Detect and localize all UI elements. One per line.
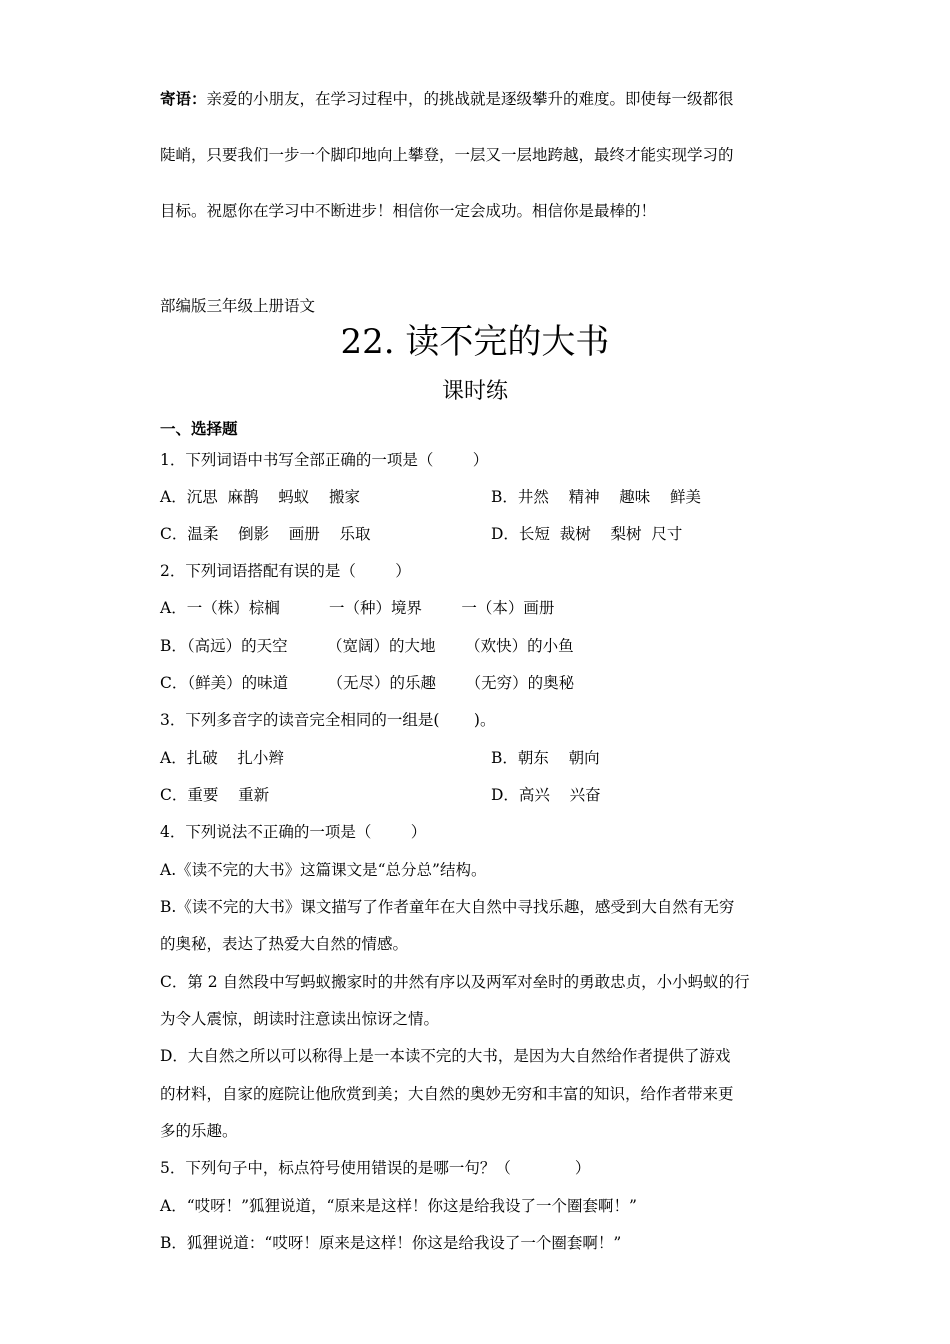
greeting-line-3: 目标。祝愿你在学习中不断进步！相信你一定会成功。相信你是最棒的！ <box>160 202 657 220</box>
q2-stem: 2．下列词语搭配有误的是（ ） <box>160 562 411 580</box>
q3-stem: 3．下列多音字的读音完全相同的一组是( )。 <box>160 711 496 729</box>
page-title: 22. 读不完的大书 <box>340 322 610 362</box>
q4-option-a: A.《读不完的大书》这篇课文是“总分总”结构。 <box>160 861 487 879</box>
section-heading: 一、选择题 <box>160 419 238 438</box>
q4-option-c-line-1: C．第 2 自然段中写蚂蚁搬家时的井然有序以及两军对垒时的勇敢忠贞，小小蚂蚁的行 <box>160 973 750 991</box>
q5-stem: 5．下列句子中，标点符号使用错误的是哪一句？（ ） <box>160 1159 591 1177</box>
q5-option-b: B．狐狸说道：“哎呀！原来是这样！你这是给我设了一个圈套啊！” <box>160 1234 622 1252</box>
q4-option-b-line-2: 的奥秘，表达了热爱大自然的情感。 <box>160 935 409 953</box>
q4-stem: 4．下列说法不正确的一项是（ ） <box>160 823 427 841</box>
q1-option-a: A．沉思 麻鹊 蚂蚁 搬家 <box>160 488 360 506</box>
q1-stem: 1．下列词语中书写全部正确的一项是（ ） <box>160 451 489 469</box>
greeting-text-1: 亲爱的小朋友，在学习过程中，的挑战就是逐级攀升的难度。即使每一级都很 <box>206 90 734 108</box>
q4-option-d-line-1: D．大自然之所以可以称得上是一本读不完的大书，是因为大自然给作者提供了游戏 <box>160 1047 731 1065</box>
q4-option-b-line-1: B.《读不完的大书》课文描写了作者童年在大自然中寻找乐趣，感受到大自然有无穷 <box>160 898 735 916</box>
q4-option-c-line-2: 为令人震惊，朗读时注意读出惊讶之情。 <box>160 1010 440 1028</box>
q5-option-a: A．“哎呀！”狐狸说道，“原来是这样！你这是给我设了一个圈套啊！” <box>160 1197 637 1215</box>
q4-option-d-line-3: 多的乐趣。 <box>160 1122 238 1140</box>
greeting-line-2: 陡峭，只要我们一步一个脚印地向上攀登，一层又一层地跨越，最终才能实现学习的 <box>160 146 734 164</box>
q2-option-a: A．一（株）棕榈 一（种）境界 一（本）画册 <box>160 599 555 617</box>
q3-option-c: C．重要 重新 <box>160 786 270 804</box>
q1-option-b: B．井然 精神 趣味 鲜美 <box>491 488 702 506</box>
q2-option-b: B．（高远）的天空 （宽阔）的大地 （欢快）的小鱼 <box>160 637 574 655</box>
greeting-line-1 <box>160 89 734 109</box>
q3-option-a: A．扎破 扎小辫 <box>160 749 284 767</box>
grade-label: 部编版三年级上册语文 <box>160 297 316 315</box>
q1-option-d: D．长短 裁树 梨树 尺寸 <box>491 525 683 543</box>
q3-option-b: B．朝东 朝向 <box>491 749 600 767</box>
page-subtitle: 课时练 <box>441 379 508 404</box>
greeting-label: 寄语： <box>160 89 207 108</box>
q3-option-d: D．高兴 兴奋 <box>491 786 601 804</box>
q4-option-d-line-2: 的材料，自家的庭院让他欣赏到美；大自然的奥妙无穷和丰富的知识，给作者带来更 <box>160 1085 734 1103</box>
q2-option-c: C．（鲜美）的味道 （无尽）的乐趣 （无穷）的奥秘 <box>160 674 575 692</box>
q1-option-c: C．温柔 倒影 画册 乐取 <box>160 525 371 543</box>
